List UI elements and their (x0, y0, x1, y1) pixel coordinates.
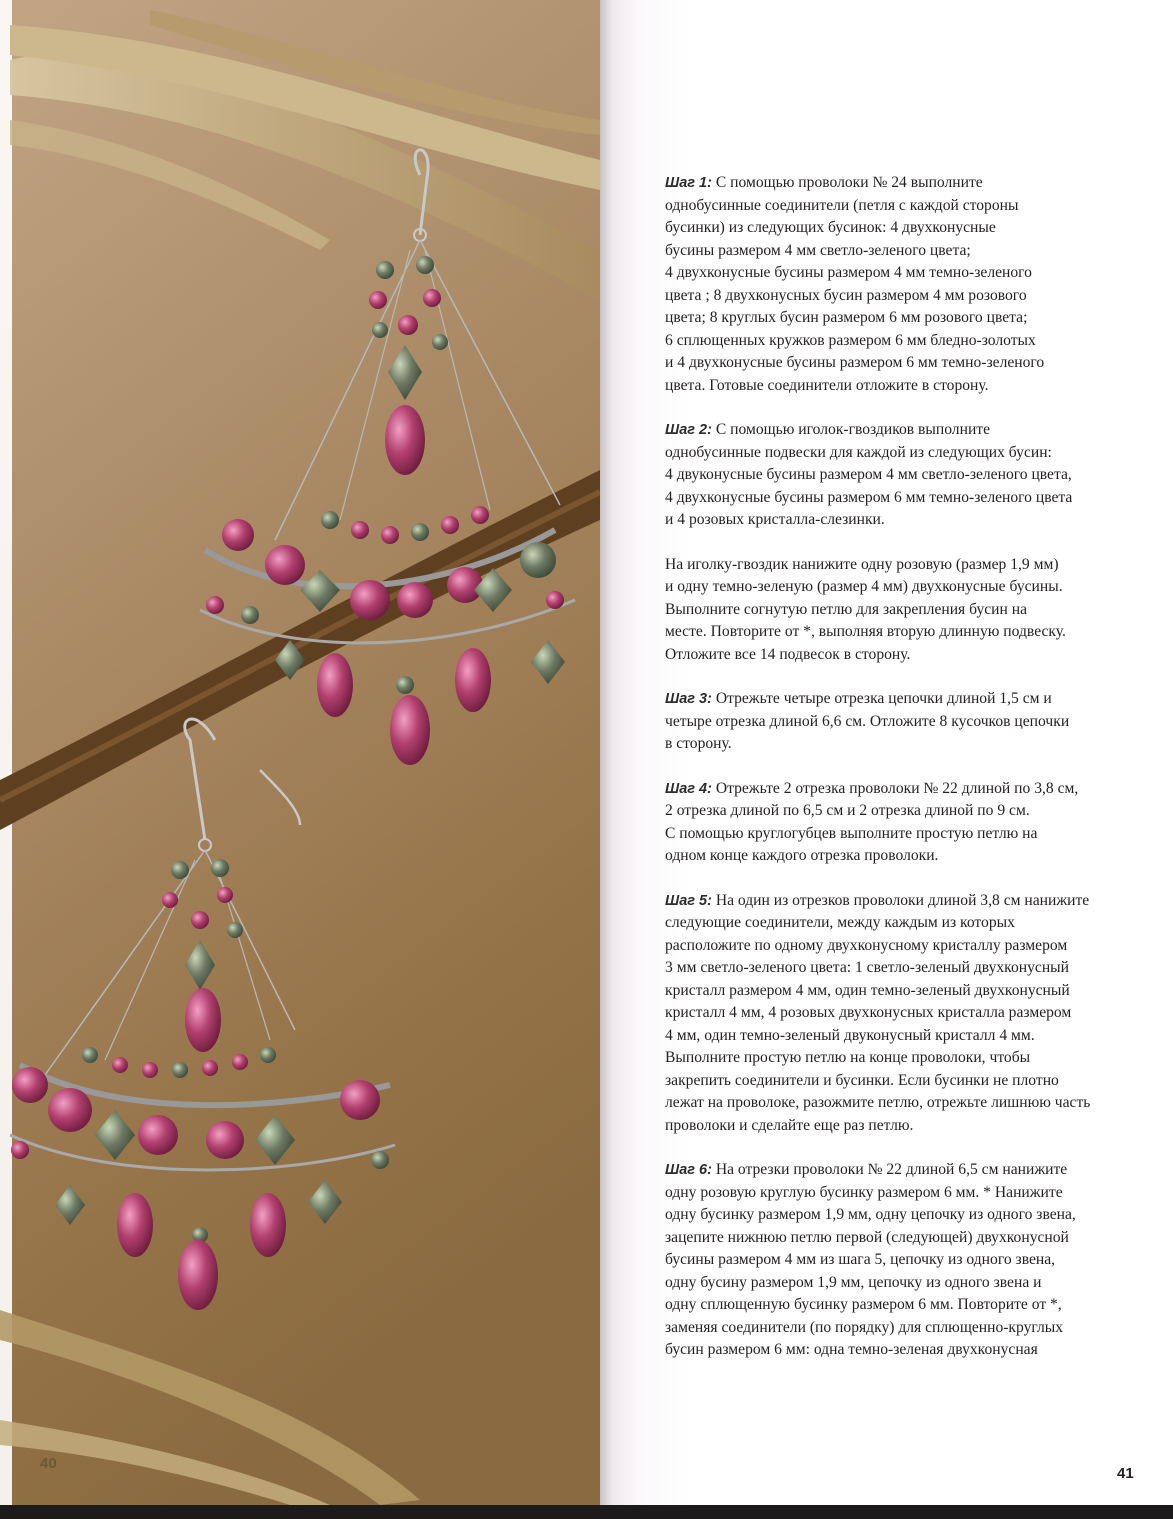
step-3-paragraph (665, 688, 1135, 756)
step-4-label: Шаг 4: (665, 780, 712, 797)
scan-bottom-edge (0, 1505, 1173, 1519)
step-3-text: Отрежьте четыре отрезка цепочки длиной 1,5 см и четыре отрезка длиной 6,6 см. Отложите 8 кусочков цепочки в сторону. (665, 690, 1070, 752)
step-3-label: Шаг 3: (665, 691, 712, 707)
step-6-paragraph (665, 1159, 1135, 1362)
step-5-paragraph (665, 890, 1135, 1138)
step-2-text: С помощью иголок-гвоздиков выполните однобусинные подвески для каждой из следующих бусин: 4 двуконусные бусины размером 4 мм светло-зеленого цвета, 4 двухконусные бусины размером 6 мм темно-зеленого цвета и 4 розовых кристалла-слезинки. (665, 421, 1073, 528)
page-number-right: 41 (1117, 1465, 1134, 1482)
step-1-label: Шаг 1: (665, 175, 712, 191)
step-4-paragraph (665, 778, 1135, 868)
page-number-left: 40 (40, 1455, 57, 1472)
instructions-text (665, 172, 1135, 1362)
step-1-text: С помощью проволоки № 24 выполните однобусинные соединители (петля с каждой стороны бусинки) из следующих бусинок: 4 двухконусные бусины размером 4 мм светло-зеленого цвета; 4 двухконусные бусины размером 4 мм темно-зеленого цвета ; 8 двухконусных бусин размером 4 мм розового цвета; 8 круглых бусин размером 6 мм розового цвета; 6 сплющенных кружков размером 6 мм бледно-золотых и 4 двухконусные бусины размером 6 мм темно-зеленого цвета. Готовые соединители отложите в сторону. (665, 174, 1045, 394)
step-5-text: На один из отрезков проволоки длиной 3,8 см нанижите следующие соединители, между каждым из которых расположите по одному двухконусному кристаллу размером 3 мм светло-зеленого цвета: 1 светло-зеленый двухконусный кристалл размером 4 мм, один темно-зеленый двухконусный кристалл 4 мм, 4 розовых двухконусных кристалла размером 4 мм, один темно-зеленый двуконусный кристалл 4 мм. Выполните простую петлю на конце проволоки, чтобы закрепить соединители и бусинки. Если бусинки не плотно лежат на проволоке, разожмите петлю, отрежьте лишнюю часть проволоки и сделайте еще раз петлю. (665, 891, 1091, 1134)
step-4-text: Отрежьте 2 отрезка проволоки № 22 длиной по 3,8 см, 2 отрезка длиной по 6,5 см и 2 отрезка длиной по 9 см. С помощью круглогубцев выполните простую петлю на одном конце каждого отрезка проволоки. (665, 779, 1079, 864)
step-2-paragraph (665, 419, 1135, 532)
step-5-label: Шаг 5: (665, 892, 712, 909)
step-2-continued-text: На иголку-гвоздик нанижите одну розовую (размер 1,9 мм) и одну темно-зеленую (размер 4 мм) двухконусные бусины. Выполните согнутую петлю для закрепления бусин на месте. Повторите от *, выполняя вторую длинную подвеску. Отложите все 14 подвесок в сторону. (665, 555, 1066, 663)
step-2-label: Шаг 2: (665, 422, 712, 438)
step-6-text: На отрезки проволоки № 22 длиной 6,5 см нанижите одну розовую круглую бусинку размером 6 мм. * Нанижите одну бусинку размером 1,9 мм, одну цепочку из одного звена, зацепите нижнюю петлю первой (следующей) двухконусной бусины размером 4 мм из шага 5, цепочку из одного звена, одну бусину размером 1,9 мм, цепочку из одного звена и одну сплющенную бусинку размером 6 мм. Повторите от *, заменяя соединители (по порядку) для сплющенно-круглых бусин размером 6 мм: одна темно-зеленая двухконусная (665, 1161, 1076, 1358)
step-1-paragraph (665, 172, 1135, 397)
step-6-label: Шаг 6: (665, 1162, 712, 1178)
step-2-continued-paragraph (665, 554, 1135, 667)
